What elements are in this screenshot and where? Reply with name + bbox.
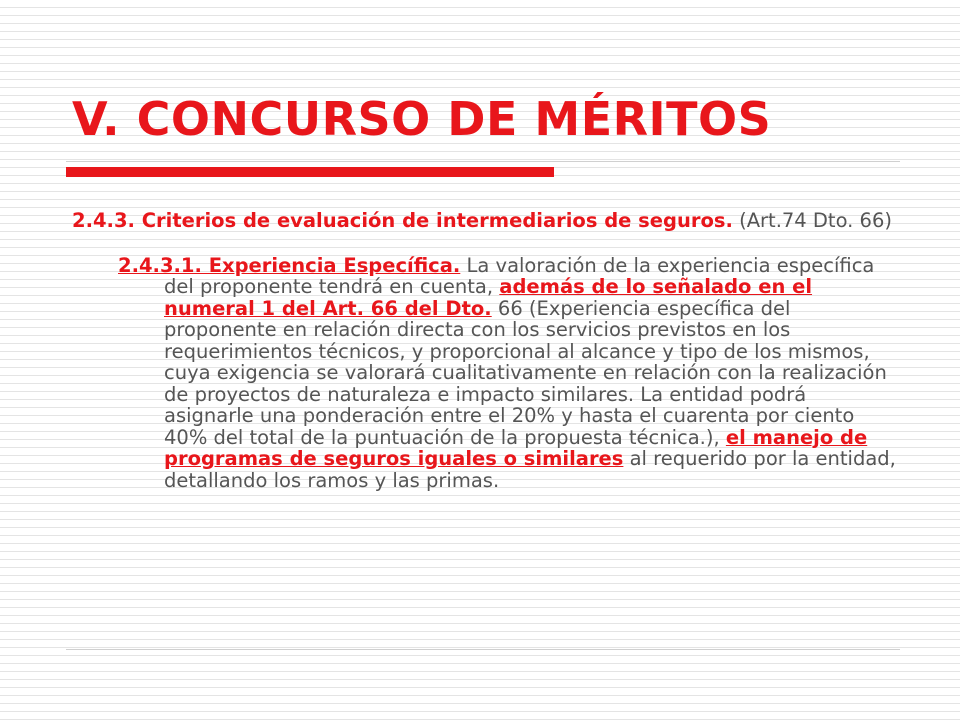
section-reference: (Art.74 Dto. 66) (739, 209, 892, 232)
title-divider (66, 161, 900, 162)
subsection-emphasis-2: el manejo de programas de seguros iguales o similares (164, 425, 868, 470)
subsection-emphasis-1: además de lo señalado en el numeral 1 del Art. 66 del Dto. (164, 275, 813, 320)
subsection-text-1: La valoración de la experiencia específica del proponente tendrá en cuenta, (164, 253, 875, 298)
section-paragraph (72, 210, 902, 232)
subsection-text-3: al requerido por la entidad, detallando los ramos y las primas. (164, 447, 896, 492)
subsection-paragraph (72, 255, 902, 492)
subsection-heading: 2.4.3.1. Experiencia Específica. (118, 253, 461, 277)
bottom-divider (66, 649, 900, 650)
slide-content (72, 210, 902, 491)
slide-title: V. CONCURSO DE MÉRITOS (72, 92, 772, 146)
section-heading: 2.4.3. Criterios de evaluación de intermediarios de seguros. (72, 209, 733, 232)
title-accent-bar (66, 167, 554, 177)
subsection-text-2: 66 (Experiencia específica del proponente en relación directa con los servicios previstos en los requerimientos técnicos, y proporcional al alcance y tipo de los mismos, cuya exigencia se valorará cualitativamente en relación con la realización de proyectos de naturaleza e impacto similares. La entidad podrá asignarle una ponderación entre el 20% y hasta el cuarenta por ciento 40% del total de la puntuación de la propuesta técnica.), (164, 296, 887, 449)
